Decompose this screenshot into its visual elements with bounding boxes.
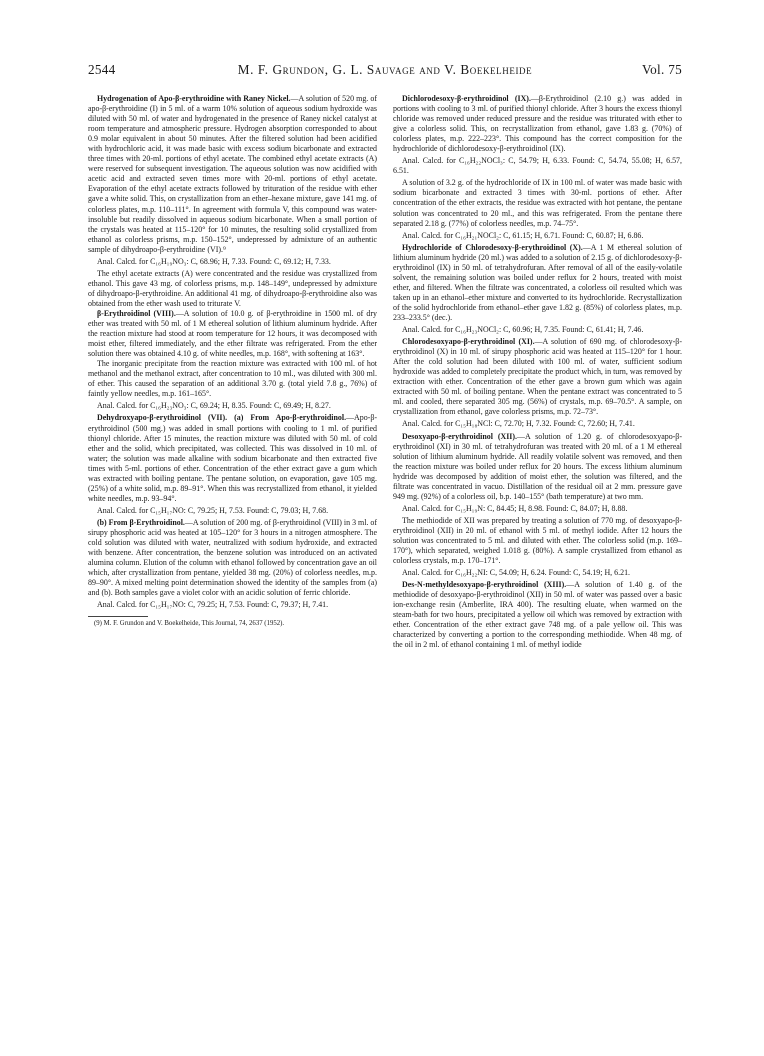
section-heading: Dehydroxyapo-β-erythroidinol (VII). (a) From Apo-β-erythroidinol.	[97, 413, 347, 423]
section-heading: β-Erythroidinol (VIII).	[97, 308, 176, 318]
paragraph-text: The methiodide of XII was prepared by treating a solution of 770 mg. of desoxyapo-β-erythroidinol (XII) in 20 ml. of ethanol with 5 ml. of methyl iodide. After 12 hours the solution was concentrated to 5 ml. and diluted with ether. The colorless solid (m.p. 169–170°), which separated, weighed 1.018 g. (80%). A sample crystallized from ethanol as colorless crystals, m.p. 170–171°.	[393, 515, 682, 566]
section-heading: Dichlorodesoxy-β-erythroidinol (IX).	[402, 94, 531, 103]
paragraph-text: —A solution of 1.40 g. of the methiodide of desoxyapo-β-erythroidinol (XII) in 50 ml. of water was passed over a basic ion-exchange resin (Amberlite, IRA 400). The resulting eluate, when warmed on the steam-bath for two hours, precipitated a yellow oil which was removed by extraction with ether. Concentration of the ether extract gave 748 mg. of a pale yellow oil. This was characterized by converting a portion to the corresponding methiodide. When 48 mg. of the oil in 2 ml. of ethanol containing 1 ml. of methyl iodide	[393, 580, 682, 650]
paragraph	[393, 243, 682, 323]
paragraph	[88, 309, 377, 359]
section-heading: Des-N-methyldesoxyapo-β-erythroidinol (XIII).	[402, 580, 567, 590]
section-heading: Chlorodesoxyapo-β-erythroidinol (XI).	[402, 337, 535, 347]
section-heading: (b) From β-Erythroidinol.	[97, 517, 185, 527]
page-number: 2544	[88, 62, 116, 77]
paragraph-text: —A solution of 1.20 g. of chlorodesoxyapo-β-erythroidinol (XI) in 30 ml. of tetrahydrofuran was treated with 20 ml. of a 1 M ethereal solution of lithium aluminum hydride. All readily volatile solvent was removed, and then the reaction mixture was boiled under reflux for 20 hours. The excess lithium aluminum hydride was decomposed by addition of moist ether, the solution was filtered, and the filtrate was concentrated in vacuo. Distillation of the residual oil at 2 mm. pressure gave 949 mg. (92%) of a colorless oil, b.p. 140–155° (bath temperature) at two mm.	[393, 431, 682, 501]
paragraph-text: —A 1 M ethereal solution of lithium aluminum hydride (20 ml.) was added to a solution of 2.15 g. of dichlorodesoxy-β-erythroidinol (IX) in 50 ml. of tetrahydrofuran. After removal of all of the easily-volatile solvent, the remaining solution was boiled under reflux for 2 hours, treated with moist ether, and filtered. When the filtrate was concentrated, a colorless oil resulted which was taken up in an ethanol–ether mixture and converted to its hydrochloride. Recrystallization of the solid hydrochloride from ethanol–ether gave 1.82 g. (85%) of colorless plates, m.p. 233–233.5° (dec.).	[393, 242, 682, 322]
section-heading: Hydrogenation of Apo-β-erythroidine with Raney Nickel.	[97, 94, 291, 103]
left-column	[88, 94, 377, 629]
paragraph	[88, 413, 377, 503]
paragraph	[393, 580, 682, 650]
paragraph	[88, 518, 377, 598]
right-column	[393, 94, 682, 650]
paragraph	[88, 94, 377, 255]
analysis-line: Anal. Calcd. for C₁₅H₁₇NO: C, 79.25; H, 7.53. Found: C, 79.03; H, 7.68.	[97, 505, 329, 515]
paragraph-text: —Apo-β-erythroidinol (500 mg.) was added in small portions with cooling to 1 ml. of purified thionyl chloride. After 15 minutes, the reaction mixture was diluted with 50 ml. of cold ether and the solid, which precipitated, was collected. This was dissolved in 10 ml. of water; the solution was made alkaline with sodium bicarbonate and then extracted five times with 5-ml. portions of ether. Concentration of the ether extract gave a gum which was extracted with boiling pentane. The pentane solution, on evaporation, gave 105 mg. (25%) of a white solid, m.p. 89–91°. When this was recrystallized from ethanol, it yielded white needles, m.p. 93–94°.	[88, 413, 377, 503]
volume-label: Vol. 75	[642, 62, 682, 77]
analysis-line: Anal. Calcd. for C₁₆H₁₉NO₃: C, 68.96; H, 7.33. Found: C, 69.12; H, 7.33.	[97, 256, 331, 266]
footnote: (9) M. F. Grundon and V. Boekelheide, This Journal, 74, 2637 (1952).	[94, 620, 285, 628]
running-header	[88, 62, 682, 80]
paragraph	[393, 432, 682, 502]
paragraph-text: —A solution of 200 mg. of β-erythroidinol (VIII) in 3 ml. of sirupy phosphoric acid was heated at 105–120° for 3 hours in a nitrogen atmosphere. The cold solution was diluted with water, neutralized with sodium hydroxide, and extracted with benzene. After concentration, the benzene solution was introduced on an activated alumina column. Elution of the column with ethanol followed by concentration gave an oil which, after crystallization from pentane, yielded 38 mg. (20%) of colorless needles, m.p. 89–90°. A mixed melting point determination showed the identity of the samples from (a) and (b). Both samples gave a violet color with an acidic solution of ferric chloride.	[88, 517, 377, 598]
paragraph-text: —A solution of 690 mg. of chlorodesoxy-β-erythroidinol (X) in 10 ml. of sirupy phosphoric acid was heated at 115–120° for 1 hour. After the cold solution had been diluted with 100 ml. of water, sufficient sodium hydroxide was added to completely precipitate the product which, in turn, was removed by extraction with ether. Concentration of the ether gave a brown gum which was again extracted with 50 ml. of boiling pentane. When the pentane extract was concentrated to 5 ml. and cooled, there separated 305 mg. (56%) of crystals, m.p. 69–70.5°. A sample, on crystallization from ethanol, gave colorless prisms, m.p. 72–73°.	[393, 337, 682, 417]
paragraph-text: The ethyl acetate extracts (A) were concentrated and the residue was crystallized from ethanol. This gave 43 mg. of colorless prisms, m.p. 148–149°, undepressed by admixture of dihydroapo-β-erythroidine. An additional 41 mg. of dihydroapo-β-erythroidine also was obtained from the ether wash used to triturate V.	[88, 268, 377, 308]
analysis-line: Anal. Calcd. for C₁₆H₂₃NO₃: C, 69.24; H, 8.35. Found: C, 69.49; H, 8.27.	[97, 401, 331, 411]
paragraph-text: —β-Erythroidinol (2.10 g.) was added in portions with cooling to 3 ml. of purified thionyl chloride. After 3 hours the excess thionyl chloride was removed under reduced pressure and the residue was triturated with ether to give a colorless solid. This, on recrystallization from ethanol, gave 1.83 g. (70%) of colorless plates, m.p. 222–223°. This compound has the correct composition for the hydrochloride of dichlorodesoxy-β-erythroidinol (IX).	[393, 94, 682, 154]
analysis-line: Anal. Calcd. for C₁₆H₂₂NI: C, 54.09; H, 6.24. Found: C, 54.19; H, 6.21.	[402, 568, 631, 578]
section-heading: Desoxyapo-β-erythroidinol (XII).	[402, 431, 518, 441]
running-authors: M. F. Grundon, G. L. Sauvage and V. Boekelheide	[237, 62, 533, 77]
paragraph-text: A solution of 3.2 g. of the hydrochloride of IX in 100 ml. of water was made basic with sodium bicarbonate and extracted 3 times with 30-ml. portions of ether. After concentration of the ether extracts, the residue was extracted with hot pentane, the pentane solution was concentrated to 20 ml., and this was refrigerated. From the pentane there separated 2.18 g. (77%) of colorless needles, m.p. 74–75°.	[393, 178, 682, 228]
paragraph	[88, 359, 377, 399]
analysis-line: Anal. Calcd. for C₁₅H₁₇NO: C, 79.25; H, 7.53. Found: C, 79.37; H, 7.41.	[97, 600, 329, 610]
analysis-line: Anal. Calcd. for C₁₅H₁₈NCl: C, 72.70; H, 7.32. Found: C, 72.60; H, 7.41.	[402, 419, 635, 429]
paragraph-text: The inorganic precipitate from the reaction mixture was extracted with 100 ml. of hot methanol and the methanol extract, after concentration to 10 ml., was diluted with 300 ml. of ether. This caused the separation of an additional 3.70 g. (total yield 7.8 g., 76%) of faintly yellow needles, m.p. 161–165°.	[88, 359, 377, 399]
paragraph	[393, 178, 682, 228]
section-heading: Hydrochloride of Chlorodesoxy-β-erythroidinol (X).	[402, 242, 583, 252]
paragraph	[393, 516, 682, 566]
paragraph	[393, 94, 682, 154]
analysis-line: Anal. Calcd. for C₁₅H₁₉N: C, 84.45; H, 8.98. Found: C, 84.07; H, 8.88.	[402, 503, 628, 513]
paragraph	[393, 337, 682, 417]
paragraph-text: —A solution of 10.0 g. of β-erythroidine in 1500 ml. of dry ether was treated with 50 ml. of 1 M ethereal solution of lithium aluminum hydride. After the reaction mixture had stood at room temperature for 12 hours, it was decomposed with moist ether, filtered immediately, and the ether filtrate was refrigerated. From the ether solution there was obtained 4.10 g. of white needles, m.p. 168°, with softening at 163°.	[88, 308, 377, 359]
analysis-line: Anal. Calcd. for C₁₆H₂₃NOCl₂: C, 60.96; H, 7.35. Found: C, 61.41; H, 7.46.	[402, 325, 644, 335]
paragraph-text: —A solution of 520 mg. of apo-β-erythroidine (I) in 5 ml. of a warm 10% solution of aqueous sodium hydroxide was diluted with 50 ml. of water and hydrogenated in the presence of Raney nickel catalyst at room temperature and atmospheric pressure. Hydrogen absorption corresponded to about 0.9 molar equivalent in about 50 minutes. After the filtered solution had been acidified with hydrochloric acid, it was made basic with excess sodium bicarbonate and extracted three times with 20-ml. portions of ethyl acetate. The combined ethyl acetate extracts (A) were reserved for subsequent investigation. The aqueous solution was now acidified with acetic acid and extracted seven times more with 20-ml. portions of ethyl acetate. Evaporation of the ethyl acetate extracts followed by trituration of the residue with ether gave a white solid. This, on crystallization from an ether–hexane mixture, gave 141 mg. of colorless plates, m.p. 110–111°. In agreement with formula V, this compound was water-insoluble but readily dissolved in aqueous sodium bicarbonate. When a small portion of the crystals was heated at 115–120° for 10 minutes, the resulting solid crystallized from ethanol as colorless prisms, m.p. 150–152°, undepressed by admixture of an authentic sample of dihydroapo-β-erythroidine (VI).⁹	[88, 94, 377, 254]
analysis-line: Anal. Calcd. for C₁₆H₂₁NOCl₂: C, 61.15; H, 6.71. Found: C, 60.87; H, 6.86.	[402, 230, 644, 240]
paragraph	[88, 269, 377, 309]
footnote-rule	[88, 616, 148, 617]
analysis-line: Anal. Calcd. for C₁₆H₂₂NOCl₃: C, 54.79; H, 6.33. Found: C, 54.74, 55.08; H, 6.57, 6.51.	[393, 156, 682, 176]
